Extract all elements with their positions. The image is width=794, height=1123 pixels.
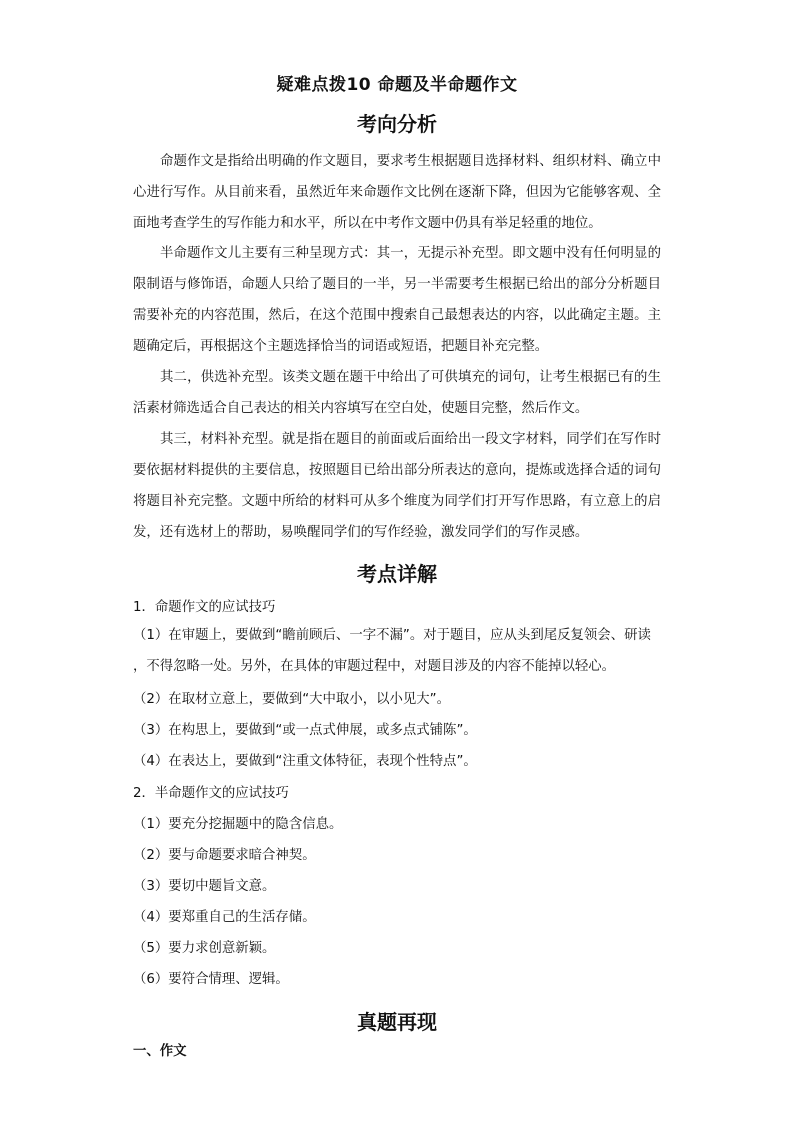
analysis-paragraph-3: 其二，供选补充型。该类文题在题干中给出了可供填充的词句，让考生根据已有的生活素材筛选适合自己表达的相关内容填写在空白处，使题目完整，然后作文。 <box>133 370 661 416</box>
section-heading-details: 考点详解 <box>357 562 437 586</box>
detail-item-1-sub-1: （1）在审题上，要做到“瞻前顾后、一字不漏”。对于题目，应从头到尾反复领会、研读 ，不得忽略一处。另外，在具体的审题过程中，对题目涉及的内容不能掉以轻心。 <box>133 628 651 674</box>
detail-item-1-sub-3: （3）在构思上，要做到“或一点式伸展，或多点式铺陈”。 <box>133 723 477 738</box>
analysis-paragraph-4: 其三，材料补充型。就是指在题目的前面或后面给出一段文字材料，同学们在写作时要依据材料提供的主要信息，按照题目已给出部分所表达的意向，提炼或选择合适的词句将题目补充完整。文题中所给的材料可从多个维度为同学们打开写作思路，有立意上的启发，还有选材上的帮助，易唤醒同学们的写作经验，激发同学们的写作灵感。 <box>133 432 661 540</box>
detail-item-2-heading: 2．半命题作文的应试技巧 <box>133 786 289 801</box>
real-subheading: 一、作文 <box>133 1044 187 1059</box>
document-title: 疑难点拨10 命题及半命题作文 <box>276 75 518 95</box>
detail-item-1-heading: 1．命题作文的应试技巧 <box>133 600 276 615</box>
detail-item-1-sub-4: （4）在表达上，要做到“注重文体特征，表现个性特点”。 <box>133 754 477 769</box>
section-heading-analysis: 考向分析 <box>357 112 437 136</box>
analysis-paragraph-1: 命题作文是指给出明确的作文题目，要求考生根据题目选择材料、组织材料、确立中心进行写作。从目前来看，虽然近年来命题作文比例在逐渐下降，但因为它能够客观、全面地考查学生的写作能力和水平，所以在中考作文题中仍具有举足轻重的地位。 <box>133 154 661 231</box>
detail-item-2-sub-4: （4）要郑重自己的生活存储。 <box>133 910 316 925</box>
detail-item-1-sub-2: （2）在取材立意上，要做到“大中取小，以小见大”。 <box>133 692 450 707</box>
detail-item-2-sub-2: （2）要与命题要求暗合神契。 <box>133 848 316 863</box>
detail-item-2-sub-3: （3）要切中题旨文意。 <box>133 879 276 894</box>
detail-item-2-sub-6: （6）要符合情理、逻辑。 <box>133 972 289 987</box>
detail-item-2-sub-1: （1）要充分挖掘题中的隐含信息。 <box>133 817 343 832</box>
section-heading-real: 真题再现 <box>357 1010 437 1034</box>
detail-item-2-sub-5: （5）要力求创意新颖。 <box>133 941 276 956</box>
analysis-paragraph-2: 半命题作文儿主要有三种呈现方式：其一，无提示补充型。即文题中没有任何明显的限制语与修饰语，命题人只给了题目的一半，另一半需要考生根据已给出的部分分析题目需要补充的内容范围，然后，在这个范围中搜索自己最想表达的内容，以此确定主题。主题确定后，再根据这个主题选择恰当的词语或短语，把题目补充完整。 <box>133 246 661 354</box>
